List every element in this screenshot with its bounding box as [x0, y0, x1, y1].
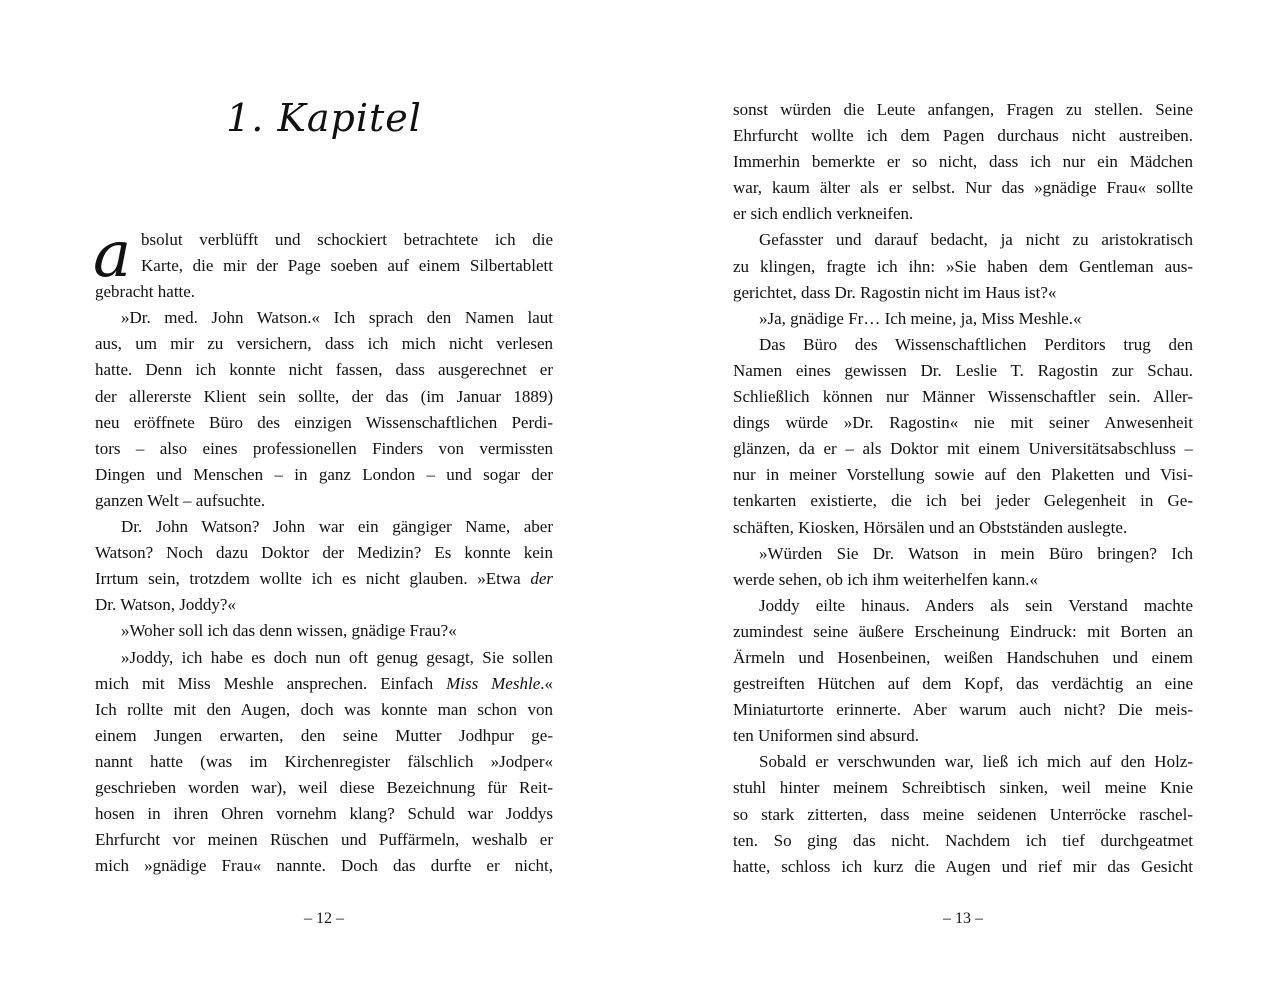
text-line: nannt hatte (was im Kirchenregister fälschlich »Jodper« — [95, 751, 553, 771]
text-line: Dr. John Watson? John war ein gängiger Name, aber — [121, 517, 553, 537]
text-line: war, kaum älter als er selbst. Nur das »gnädige Frau« sollte — [733, 178, 1193, 198]
right-page-text — [733, 97, 1193, 880]
text-line: nur in meiner Vorstellung sowie auf den Plaketten und Visi- — [733, 465, 1193, 485]
text-line: werde sehen, ob ich ihm weiterhelfen kann.« — [733, 569, 1038, 589]
right-page — [643, 0, 1285, 1000]
left-page — [0, 0, 642, 1000]
text-line: Sobald er verschwunden war, ließ ich mich auf den Holz- — [759, 752, 1193, 772]
text-line: gerichtet, dass Dr. Ragostin nicht im Haus ist?« — [733, 282, 1057, 302]
text-line: ten Uniformen sind absurd. — [733, 726, 920, 746]
text-line: zumindest seine äußere Erscheinung Eindruck: mit Borten an — [733, 621, 1193, 641]
text-line: Ärmeln und Hosenbeinen, weißen Handschuhen und einem — [733, 647, 1193, 667]
text-line: mich »gnädige Frau« nannte. Doch das durfte er nicht, — [95, 856, 553, 876]
text-line: Joddy eilte hinaus. Anders als sein Verstand machte — [759, 595, 1193, 615]
text-line: glänzen, da er – als Doktor mit einem Universitätsabschluss – — [733, 439, 1193, 459]
text-line: Karte, die mir der Page soeben auf einem Silbertablett — [141, 256, 553, 276]
text-line: Ich rollte mit den Augen, doch was konnte man schon von — [95, 699, 553, 719]
text-line: Gefasster und darauf bedacht, ja nicht zu aristokratisch — [759, 230, 1193, 250]
drop-cap: a — [93, 218, 132, 292]
left-page-text — [93, 218, 553, 879]
text-line: gebracht hatte. — [95, 282, 196, 302]
text-line: schäften, Kiosken, Hörsälen und an Obstständen auslegte. — [733, 517, 1128, 537]
text-line: »Dr. med. John Watson.« Ich sprach den Namen laut — [121, 308, 553, 328]
text-line: »Ja, gnädige Fr… Ich meine, ja, Miss Meshle.« — [759, 308, 1082, 328]
text-line: mich mit Miss Meshle ansprechen. Einfach Miss Meshle.« — [95, 673, 553, 693]
text-line: Namen eines gewissen Dr. Leslie T. Ragostin zur Schau. — [733, 360, 1193, 380]
text-line: neu eröffnete Büro des einzigen Wissenschaftlichen Perdi- — [95, 412, 553, 432]
text-line: ten. So ging das nicht. Nachdem ich tief durchgeatmet — [733, 830, 1193, 850]
text-line: »Woher soll ich das denn wissen, gnädige Frau?« — [121, 621, 457, 641]
text-line: hosen in ihren Ohren vornehm klang? Schuld war Joddys — [95, 804, 553, 824]
text-line: Miniaturtorte erinnerte. Aber warum auch nicht? Die meis- — [733, 700, 1193, 720]
text-line: tors – also eines professionellen Finders von vermissten — [95, 438, 553, 458]
text-line: hatte. Denn ich konnte nicht fassen, dass ausgerechnet er — [95, 360, 553, 380]
text-line: gestreiften Hütchen auf dem Kopf, das verdächtig an eine — [733, 674, 1193, 694]
text-line: Ehrfurcht wollte ich dem Pagen durchaus nicht austreiben. — [733, 126, 1193, 146]
text-line: Watson? Noch dazu Doktor der Medizin? Es konnte kein — [95, 543, 553, 563]
text-line: Dingen und Menschen – in ganz London – und sogar der — [95, 464, 553, 484]
text-line: einem Jungen erwarten, den seine Mutter Jodhpur ge- — [95, 725, 553, 745]
page-number-right: – 13 – — [943, 910, 983, 927]
text-line: Ehrfurcht vor meinen Rüschen und Puffärmeln, weshalb er — [95, 830, 553, 850]
text-line: Dr. Watson, Joddy?« — [95, 595, 236, 615]
page-number-left: – 12 – — [304, 910, 344, 927]
text-line: ganzen Welt – aufsuchte. — [95, 490, 266, 510]
text-line: Das Büro des Wissenschaftlichen Perditors trug den — [759, 334, 1193, 354]
text-line: dings würde »Dr. Ragostin« nie mit seiner Anwesenheit — [733, 413, 1193, 433]
text-line: sonst würden die Leute anfangen, Fragen zu stellen. Seine — [733, 100, 1193, 119]
text-line: zu klingen, fragte ich ihn: »Sie haben dem Gentleman aus- — [733, 256, 1193, 276]
chapter-title: 1. Kapitel — [226, 96, 422, 140]
text-line: aus, um mir zu versichern, dass ich mich nicht verlesen — [95, 334, 553, 354]
text-line: er sich endlich verkneifen. — [733, 204, 914, 224]
text-line: Immerhin bemerkte er so nicht, dass ich nur ein Mädchen — [733, 152, 1193, 172]
text-line: tenkarten existierte, die ich bei jeder Gelegenheit in Ge- — [733, 491, 1193, 511]
text-line: bsolut verblüfft und schockiert betrachtete ich die — [141, 230, 553, 249]
text-line: hatte, schloss ich kurz die Augen und rief mir das Gesicht — [733, 856, 1193, 876]
text-line: geschrieben worden war), weil diese Bezeichnung für Reit- — [95, 777, 553, 797]
text-line: der allererste Klient sein sollte, der das (im Januar 1889) — [95, 386, 553, 406]
text-line: »Joddy, ich habe es doch nun oft genug gesagt, Sie sollen — [121, 647, 553, 667]
text-line: stuhl hinter meinem Schreibtisch sinken, weil meine Knie — [733, 778, 1193, 798]
text-line: Irrtum sein, trotzdem wollte ich es nicht glauben. »Etwa der — [95, 569, 553, 589]
text-line: so stark zitterten, dass meine seidenen Unterröcke raschel- — [733, 804, 1193, 824]
text-line: Schließlich können nur Männer Wissenschaftler sein. Aller- — [733, 387, 1193, 407]
text-line: »Würden Sie Dr. Watson in mein Büro bringen? Ich — [759, 543, 1193, 563]
